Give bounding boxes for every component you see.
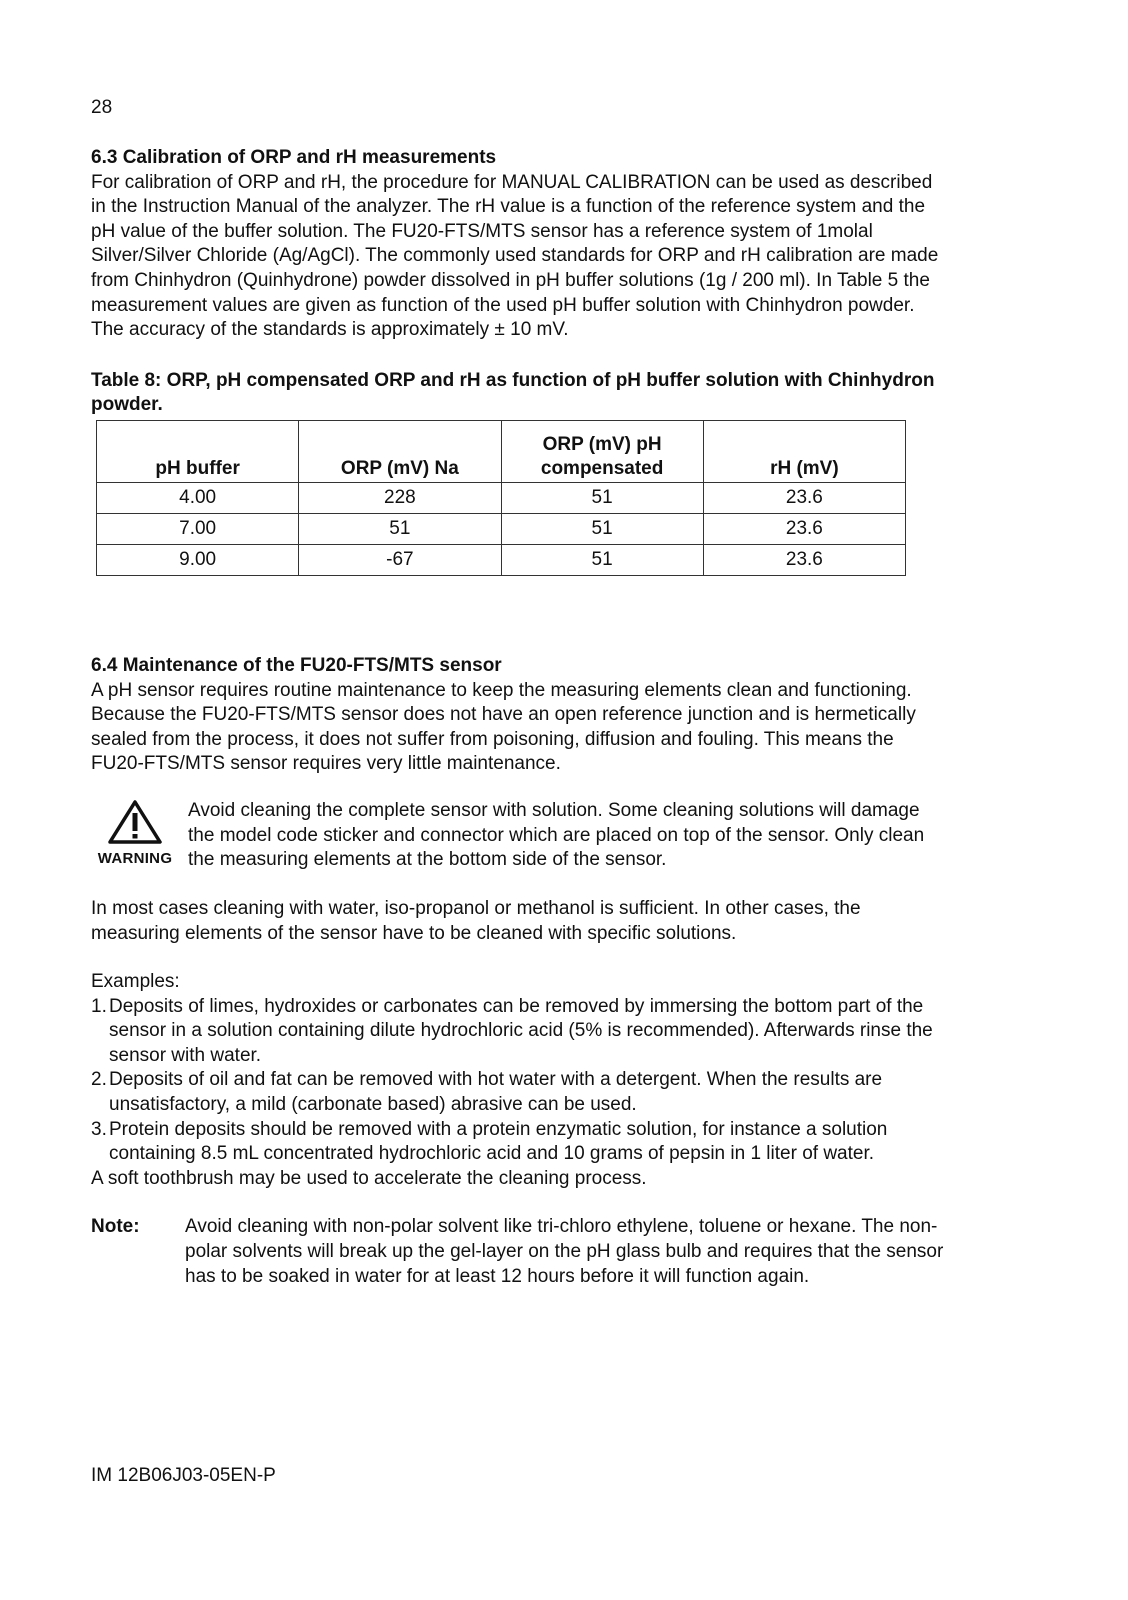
list-item-text: Deposits of limes, hydroxides or carbonates can be removed by immersing the bottom part of the sensor in a solution containing dilute hydrochloric acid (5% is recommended). Afterwards rinse the sensor with water. [109,995,933,1066]
list-item-text: Deposits of oil and fat can be removed with hot water with a detergent. When the results are unsatisfactory, a mild (carbonate based) abrasive can be used. [109,1069,883,1116]
section-6-4 [91,654,951,1289]
table-row [97,482,906,513]
page-content [91,146,951,1289]
table-cell: -67 [299,544,501,575]
section-6-4-paragraph: A pH sensor requires routine maintenance to keep the measuring elements clean and functioning. Because the FU20-FTS/MTS sensor does not have an open reference junction and is hermetically sealed from the process, it does not suffer from poisoning, diffusion and fouling. This means the FU20-FTS/MTS sensor requires very little maintenance. [91,679,916,775]
list-item-number: 2. [91,1069,107,1091]
table-cell: 228 [299,482,501,513]
list-item [91,1068,951,1117]
table-header-orp-ph-compensated-label: ORP (mV) pH compensated [540,433,664,479]
table-cell: 23.6 [703,482,905,513]
table-header-orp-ph-compensated [501,420,703,482]
cleaning-paragraph: In most cases cleaning with water, iso-propanol or methanol is sufficient. In other cases, the measuring elements of the sensor have to be cleaned with specific solutions. [91,897,861,944]
table-cell: 51 [299,513,501,544]
list-item-number: 1. [91,995,107,1017]
table-row [97,513,906,544]
warning-block [91,799,951,873]
note-text: Avoid cleaning with non-polar solvent like tri-chloro ethylene, toluene or hexane. The non-polar solvents will break up the gel-layer on the pH glass bulb and requires that the sensor has to be soaked in water for at least 12 hours before it will function again. [185,1216,944,1287]
table-8 [96,420,906,576]
document-id-footer: IM 12B06J03-05EN-P [91,1465,276,1486]
table-cell: 9.00 [97,544,299,575]
list-item-number: 3. [91,1118,107,1140]
section-6-4-heading: 6.4 Maintenance of the FU20-FTS/MTS sensor [91,654,502,676]
table-header-orp-na: ORP (mV) Na [299,420,501,482]
table-cell: 51 [501,513,703,544]
page-number: 28 [91,97,113,118]
list-item [91,1118,951,1167]
warning-text: Avoid cleaning the complete sensor with solution. Some cleaning solutions will damage the model code sticker and connector which are placed on top of the sensor. Only clean the measuring elements at the bottom side of the sensor. [188,799,925,871]
note-label: Note: [91,1216,140,1238]
note-block [91,1215,951,1289]
section-6-3-heading: 6.3 Calibration of ORP and rH measurements [91,147,497,168]
list-item [91,995,951,1069]
table-cell: 7.00 [97,513,299,544]
table-header-row [97,420,906,482]
table-cell: 23.6 [703,513,905,544]
examples-label: Examples: [91,971,180,993]
table-cell: 51 [501,482,703,513]
warning-triangle-icon [91,799,179,871]
examples-list [91,995,951,1167]
table-cell: 23.6 [703,544,905,575]
table-cell: 4.00 [97,482,299,513]
table-header-ph-buffer: pH buffer [97,420,299,482]
section-6-3-paragraph: For calibration of ORP and rH, the procedure for MANUAL CALIBRATION can be used as described in the Instruction Manual of the analyzer. The rH value is a function of the reference system and the pH value of the buffer solution. The FU20-FTS/MTS sensor has a reference system of 1molal Silver/Silver Chloride (Ag/AgCl). The commonly used standards for ORP and rH calibration are made from Chinhydron (Quinhydrone) powder dissolved in pH buffer solutions (1g / 200 ml). In Table 5 the measurement values are given as function of the used pH buffer solution with Chinhydron powder. The accuracy of the standards is approximately ± 10 mV. [91,171,939,341]
table-header-rh: rH (mV) [703,420,905,482]
toothbrush-paragraph: A soft toothbrush may be used to accelerate the cleaning process. [91,1167,647,1189]
table-cell: 51 [501,544,703,575]
table-row [97,544,906,575]
list-item-text: Protein deposits should be removed with a protein enzymatic solution, for instance a solution containing 8.5 mL concentrated hydrochloric acid and 10 grams of pepsin in 1 liter of water. [109,1118,888,1165]
table-8-caption: Table 8: ORP, pH compensated ORP and rH as function of pH buffer solution with Chinhydron powder. [91,369,935,416]
warning-label: WARNING [97,849,173,867]
